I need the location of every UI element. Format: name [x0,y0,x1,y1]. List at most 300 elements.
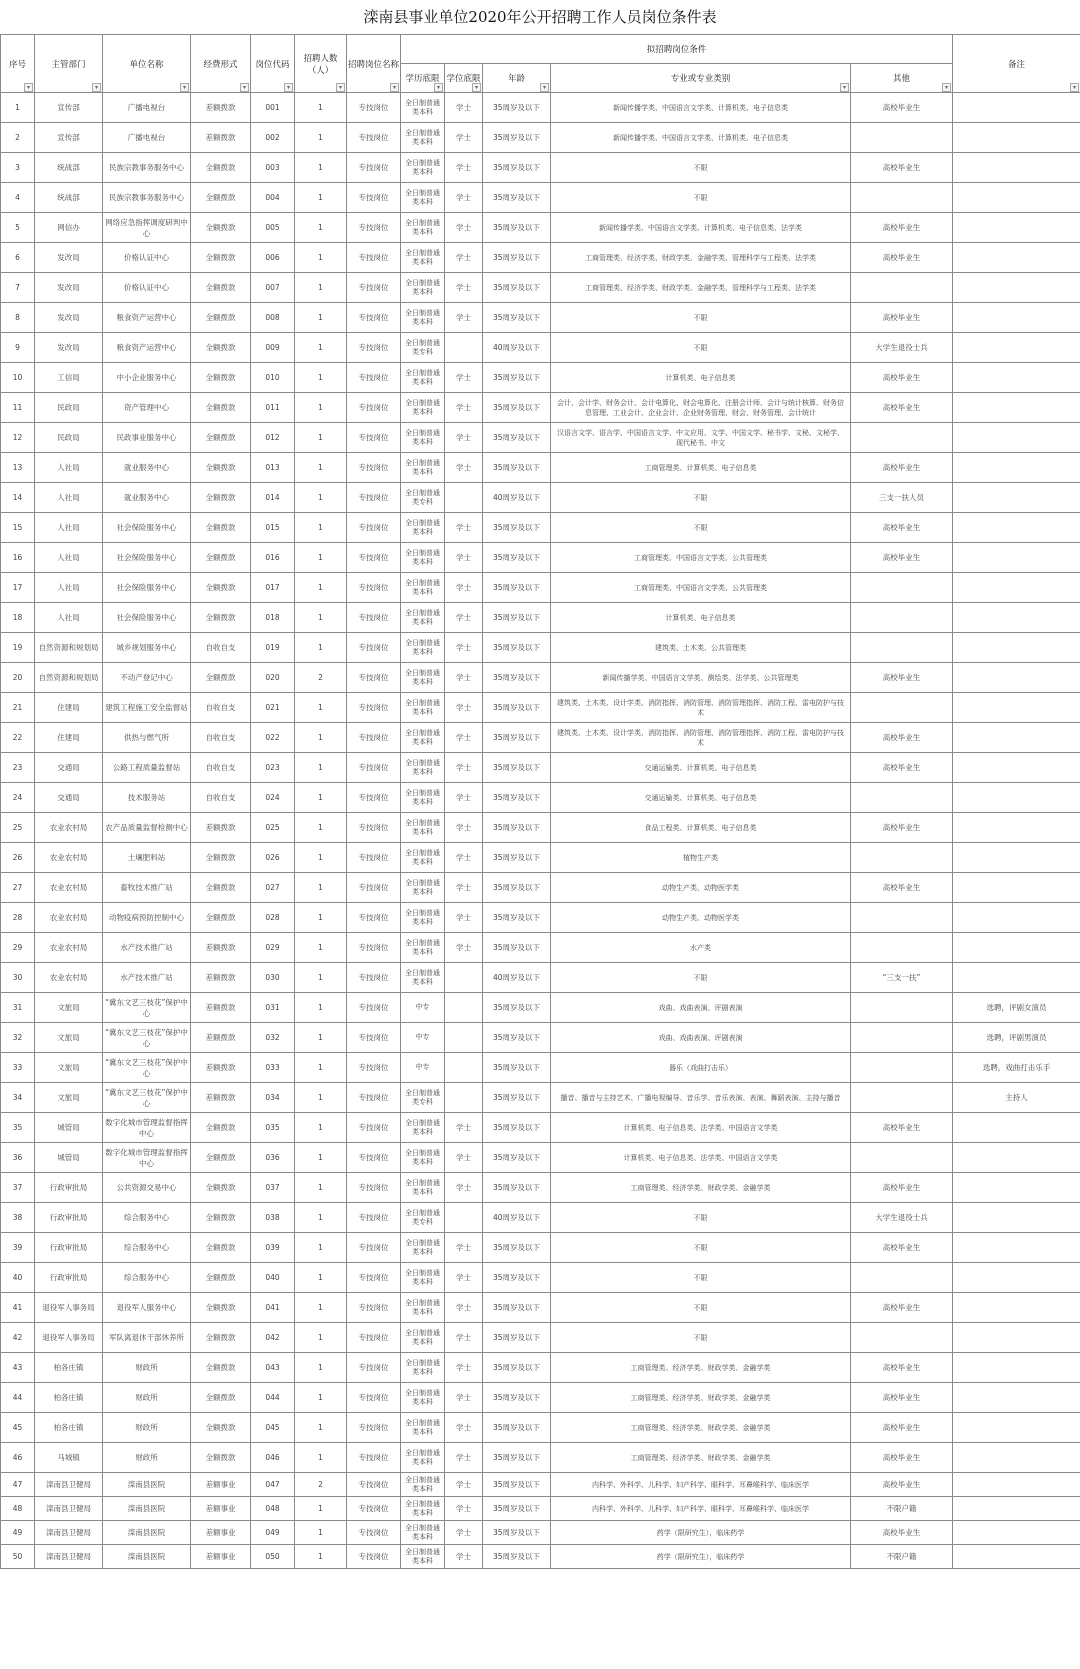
major-cell: 不限 [551,1323,851,1353]
table-row [1,723,1080,753]
major-cell: 不限 [551,1203,851,1233]
edu-cell: 全日制普通类本科 [401,1545,445,1569]
major-cell: 不限 [551,153,851,183]
post-cell: 专技岗位 [347,1263,401,1293]
remark-cell [953,1323,1080,1353]
age-cell: 35周岁及以下 [483,423,551,453]
table-row [1,1293,1080,1323]
post-cell: 专技岗位 [347,1473,401,1497]
other-cell: 高校毕业生 [851,1353,953,1383]
unit-cell: 社会保险服务中心 [103,543,191,573]
code-cell: 004 [251,183,295,213]
edu-cell: 全日制普通类本科 [401,1497,445,1521]
table-row [1,1545,1080,1569]
dept-cell: 网信办 [35,213,103,243]
major-cell: 器乐（戏曲打击乐） [551,1053,851,1083]
edu-cell: 全日制普通类专科 [401,483,445,513]
other-cell [851,783,953,813]
age-cell: 40周岁及以下 [483,333,551,363]
count-cell: 1 [295,633,347,663]
post-cell: 专技岗位 [347,243,401,273]
degree-cell: 学士 [445,873,483,903]
unit-cell: 民族宗教事务服务中心 [103,153,191,183]
other-cell [851,993,953,1023]
table-row [1,1173,1080,1203]
unit-cell: 公共资源交易中心 [103,1173,191,1203]
seq-cell: 34 [1,1083,35,1113]
dept-cell: 统战部 [35,183,103,213]
unit-cell: 土壤肥料站 [103,843,191,873]
code-cell: 037 [251,1173,295,1203]
fund-cell: 全额拨款 [191,903,251,933]
table-body [1,93,1080,1569]
edu-cell: 全日制普通类本科 [401,363,445,393]
other-cell: 高校毕业生 [851,813,953,843]
other-cell: “三支一扶” [851,963,953,993]
seq-cell: 9 [1,333,35,363]
dept-cell: 民政局 [35,423,103,453]
header-degree[interactable]: 学位底限 ▾ [445,64,483,93]
degree-cell: 学士 [445,603,483,633]
age-cell: 35周岁及以下 [483,1113,551,1143]
other-cell: 高校毕业生 [851,1113,953,1143]
dept-cell: 文旅局 [35,993,103,1023]
degree-cell [445,1023,483,1053]
seq-cell: 41 [1,1293,35,1323]
seq-cell: 12 [1,423,35,453]
header-seq[interactable]: 序号 ▾ [1,35,35,93]
remark-cell [953,1383,1080,1413]
other-cell [851,573,953,603]
major-cell: 动物生产类、动物医学类 [551,873,851,903]
dept-cell: 农业农村局 [35,813,103,843]
degree-cell: 学士 [445,723,483,753]
other-cell [851,633,953,663]
post-cell: 专技岗位 [347,753,401,783]
age-cell: 35周岁及以下 [483,1053,551,1083]
remark-cell [953,753,1080,783]
code-cell: 022 [251,723,295,753]
fund-cell: 差额拨款 [191,1023,251,1053]
age-cell: 35周岁及以下 [483,1083,551,1113]
degree-cell: 学士 [445,693,483,723]
age-cell: 35周岁及以下 [483,663,551,693]
degree-cell: 学士 [445,243,483,273]
table-row [1,513,1080,543]
degree-cell: 学士 [445,183,483,213]
fund-cell: 差额拨款 [191,933,251,963]
dept-cell: 发改局 [35,273,103,303]
age-cell: 35周岁及以下 [483,1545,551,1569]
post-cell: 专技岗位 [347,1413,401,1443]
age-cell: 35周岁及以下 [483,153,551,183]
code-cell: 046 [251,1443,295,1473]
code-cell: 042 [251,1323,295,1353]
dept-cell: 农业农村局 [35,903,103,933]
edu-cell: 全日制普通类本科 [401,663,445,693]
age-cell: 35周岁及以下 [483,1497,551,1521]
major-cell: 新闻传播学类、中国语言文学类、计算机类、电子信息类、法学类 [551,213,851,243]
degree-cell: 学士 [445,753,483,783]
post-cell: 专技岗位 [347,843,401,873]
unit-cell: 滦南县医院 [103,1545,191,1569]
code-cell: 033 [251,1053,295,1083]
seq-cell: 1 [1,93,35,123]
table-row [1,903,1080,933]
table-row [1,1143,1080,1173]
age-cell: 35周岁及以下 [483,1233,551,1263]
count-cell: 1 [295,1113,347,1143]
table-row [1,123,1080,153]
fund-cell: 全额拨款 [191,663,251,693]
edu-cell: 全日制普通类本科 [401,963,445,993]
seq-cell: 19 [1,633,35,663]
major-cell: 建筑类、土木类、设计学类、消防指挥、消防管理、消防管理指挥、消防工程、雷电防护与技术 [551,723,851,753]
code-cell: 043 [251,1353,295,1383]
post-cell: 专技岗位 [347,1443,401,1473]
remark-cell [953,603,1080,633]
count-cell: 1 [295,1023,347,1053]
post-cell: 专技岗位 [347,513,401,543]
major-cell: 会计、会计学、财务会计、会计电算化、财会电算化、注册会计师、会计与统计核算、财务信息管理、工业会计、企业会计、企业财务管理、财会、财务管理、会计统计 [551,393,851,423]
degree-cell: 学士 [445,813,483,843]
table-row [1,933,1080,963]
other-cell: 高校毕业生 [851,213,953,243]
remark-cell [953,1545,1080,1569]
dept-cell: 文旅局 [35,1083,103,1113]
dept-cell: 人社局 [35,513,103,543]
code-cell: 028 [251,903,295,933]
dept-cell: 宣传部 [35,123,103,153]
code-cell: 049 [251,1521,295,1545]
count-cell: 1 [295,423,347,453]
unit-cell: 财政所 [103,1383,191,1413]
unit-cell: 水产技术推广站 [103,963,191,993]
major-cell: 工商管理类、经济学类、财政学类、金融学类 [551,1443,851,1473]
remark-cell [953,1233,1080,1263]
edu-cell: 全日制普通类本科 [401,123,445,153]
age-cell: 35周岁及以下 [483,603,551,633]
count-cell: 1 [295,1173,347,1203]
seq-cell: 2 [1,123,35,153]
table-row [1,1353,1080,1383]
fund-cell: 全额拨款 [191,1263,251,1293]
major-cell: 工商管理类、经济学类、财政学类、金融学类 [551,1353,851,1383]
code-cell: 039 [251,1233,295,1263]
remark-cell [953,453,1080,483]
major-cell: 工商管理类、中国语言文学类、公共管理类 [551,543,851,573]
header-fund[interactable]: 经费形式 ▾ [191,35,251,93]
seq-cell: 22 [1,723,35,753]
seq-cell: 7 [1,273,35,303]
table-row [1,1323,1080,1353]
age-cell: 35周岁及以下 [483,933,551,963]
seq-cell: 43 [1,1353,35,1383]
table-row [1,843,1080,873]
age-cell: 35周岁及以下 [483,393,551,423]
header-code[interactable]: 岗位代码 ▾ [251,35,295,93]
remark-cell [953,1113,1080,1143]
fund-cell: 全额拨款 [191,183,251,213]
remark-cell [953,393,1080,423]
edu-cell: 全日制普通类专科 [401,333,445,363]
remark-cell [953,1293,1080,1323]
major-cell: 不限 [551,483,851,513]
fund-cell: 全额拨款 [191,1323,251,1353]
seq-cell: 33 [1,1053,35,1083]
edu-cell: 全日制普通类本科 [401,1323,445,1353]
fund-cell: 全额拨款 [191,333,251,363]
post-cell: 专技岗位 [347,363,401,393]
header-dept[interactable]: 主管部门 ▾ [35,35,103,93]
unit-cell: 财政所 [103,1413,191,1443]
post-cell: 专技岗位 [347,993,401,1023]
unit-cell: 粮食资产运营中心 [103,303,191,333]
age-cell: 35周岁及以下 [483,753,551,783]
fund-cell: 全额拨款 [191,1443,251,1473]
major-cell: 不限 [551,303,851,333]
dept-cell: 柏各庄镇 [35,1383,103,1413]
edu-cell: 全日制普通类本科 [401,1263,445,1293]
age-cell: 35周岁及以下 [483,813,551,843]
age-cell: 35周岁及以下 [483,513,551,543]
seq-cell: 17 [1,573,35,603]
unit-cell: 财政所 [103,1353,191,1383]
dept-cell: 宣传部 [35,93,103,123]
major-cell: 新闻传播学类、中国语言文学类、计算机类、电子信息类 [551,123,851,153]
edu-cell: 全日制普通类本科 [401,1233,445,1263]
unit-cell: 资产管理中心 [103,393,191,423]
major-cell: 建筑类、土木类、公共管理类 [551,633,851,663]
post-cell: 专技岗位 [347,93,401,123]
post-cell: 专技岗位 [347,1083,401,1113]
post-cell: 专技岗位 [347,723,401,753]
code-cell: 014 [251,483,295,513]
count-cell: 1 [295,1083,347,1113]
seq-cell: 15 [1,513,35,543]
count-cell: 1 [295,813,347,843]
remark-cell [953,513,1080,543]
seq-cell: 50 [1,1545,35,1569]
other-cell: 高校毕业生 [851,513,953,543]
count-cell: 1 [295,903,347,933]
header-post[interactable]: 招聘岗位名称 ▾ [347,35,401,93]
major-cell: 不限 [551,1233,851,1263]
major-cell: 交通运输类、计算机类、电子信息类 [551,753,851,783]
header-remark[interactable]: 备注 ▾ [953,35,1080,93]
seq-cell: 32 [1,1023,35,1053]
seq-cell: 46 [1,1443,35,1473]
remark-cell [953,273,1080,303]
other-cell: 高校毕业生 [851,303,953,333]
unit-cell: 社会保险服务中心 [103,603,191,633]
major-cell: 建筑类、土木类、设计学类、消防指挥、消防管理、消防管理指挥、消防工程、雷电防护与技术 [551,693,851,723]
other-cell [851,1323,953,1353]
other-cell: 高校毕业生 [851,1443,953,1473]
code-cell: 023 [251,753,295,783]
code-cell: 016 [251,543,295,573]
age-cell: 35周岁及以下 [483,1443,551,1473]
major-cell: 计算机类、电子信息类 [551,363,851,393]
age-cell: 35周岁及以下 [483,1173,551,1203]
fund-cell: 全额拨款 [191,1173,251,1203]
major-cell: 计算机类、电子信息类、法学类、中国语言文学类 [551,1143,851,1173]
table-row [1,543,1080,573]
major-cell: 不限 [551,183,851,213]
unit-cell: 农产品质量监督检测中心 [103,813,191,843]
other-cell [851,1053,953,1083]
count-cell: 1 [295,243,347,273]
age-cell: 35周岁及以下 [483,543,551,573]
unit-cell: 广播电视台 [103,93,191,123]
table-row [1,783,1080,813]
edu-cell: 中专 [401,1023,445,1053]
unit-cell: 滦南县医院 [103,1497,191,1521]
edu-cell: 中专 [401,1053,445,1083]
age-cell: 35周岁及以下 [483,1293,551,1323]
remark-cell [953,1497,1080,1521]
remark-cell: 选聘，评剧女演员 [953,993,1080,1023]
dept-cell: 文旅局 [35,1023,103,1053]
header-age[interactable]: 年龄 ▾ [483,64,551,93]
unit-cell: “冀东文艺三枝花”保护中心 [103,1083,191,1113]
post-cell: 专技岗位 [347,1497,401,1521]
code-cell: 003 [251,153,295,183]
degree-cell: 学士 [445,423,483,453]
other-cell: 三支一扶人员 [851,483,953,513]
header-count[interactable]: 招聘人数（人） ▾ [295,35,347,93]
remark-cell [953,1203,1080,1233]
dept-cell: 滦南县卫健局 [35,1497,103,1521]
post-cell: 专技岗位 [347,273,401,303]
count-cell: 1 [295,483,347,513]
header-edu[interactable]: 学历底限 ▾ [401,64,445,93]
code-cell: 041 [251,1293,295,1323]
dept-cell: 人社局 [35,603,103,633]
post-cell: 专技岗位 [347,303,401,333]
post-cell: 专技岗位 [347,1053,401,1083]
table-row [1,633,1080,663]
other-cell [851,843,953,873]
fund-cell: 差额事业 [191,1545,251,1569]
edu-cell: 全日制普通类本科 [401,183,445,213]
seq-cell: 39 [1,1233,35,1263]
dept-cell: 发改局 [35,243,103,273]
post-cell: 专技岗位 [347,423,401,453]
post-cell: 专技岗位 [347,453,401,483]
major-cell: 不限 [551,333,851,363]
remark-cell [953,873,1080,903]
unit-cell: 就业服务中心 [103,483,191,513]
dept-cell: 柏各庄镇 [35,1413,103,1443]
age-cell: 35周岁及以下 [483,1473,551,1497]
post-cell: 专技岗位 [347,543,401,573]
fund-cell: 全额拨款 [191,543,251,573]
post-cell: 专技岗位 [347,933,401,963]
dept-cell: 农业农村局 [35,933,103,963]
other-cell [851,903,953,933]
seq-cell: 37 [1,1173,35,1203]
degree-cell: 学士 [445,1443,483,1473]
dept-cell: 农业农村局 [35,843,103,873]
major-cell: 戏曲、戏曲表演、评剧表演 [551,993,851,1023]
major-cell: 不限 [551,513,851,543]
remark-cell [953,1353,1080,1383]
seq-cell: 20 [1,663,35,693]
dept-cell: 柏各庄镇 [35,1353,103,1383]
other-cell [851,1263,953,1293]
unit-cell: 社会保险服务中心 [103,573,191,603]
table-row [1,243,1080,273]
code-cell: 030 [251,963,295,993]
age-cell: 35周岁及以下 [483,843,551,873]
unit-cell: 粮食资产运营中心 [103,333,191,363]
code-cell: 019 [251,633,295,663]
unit-cell: 中小企业服务中心 [103,363,191,393]
code-cell: 050 [251,1545,295,1569]
unit-cell: 畜牧技术推广站 [103,873,191,903]
table-row [1,333,1080,363]
header-other[interactable]: 其他 ▾ [851,64,953,93]
fund-cell: 全额拨款 [191,1143,251,1173]
other-cell: 高校毕业生 [851,453,953,483]
post-cell: 专技岗位 [347,663,401,693]
edu-cell: 全日制普通类本科 [401,1443,445,1473]
seq-cell: 16 [1,543,35,573]
degree-cell: 学士 [445,303,483,333]
remark-cell [953,243,1080,273]
code-cell: 024 [251,783,295,813]
degree-cell: 学士 [445,633,483,663]
remark-cell [953,1521,1080,1545]
degree-cell: 学士 [445,153,483,183]
edu-cell: 全日制普通类本科 [401,423,445,453]
fund-cell: 全额拨款 [191,213,251,243]
table-row [1,813,1080,843]
post-cell: 专技岗位 [347,1545,401,1569]
remark-cell [953,1263,1080,1293]
code-cell: 007 [251,273,295,303]
age-cell: 35周岁及以下 [483,123,551,153]
post-cell: 专技岗位 [347,1203,401,1233]
unit-cell: 水产技术推广站 [103,933,191,963]
code-cell: 035 [251,1113,295,1143]
table-row [1,1023,1080,1053]
table-row [1,573,1080,603]
degree-cell: 学士 [445,393,483,423]
code-cell: 034 [251,1083,295,1113]
header-major[interactable]: 专业或专业类别 ▾ [551,64,851,93]
code-cell: 001 [251,93,295,123]
count-cell: 1 [295,873,347,903]
remark-cell [953,663,1080,693]
other-cell: 高校毕业生 [851,1413,953,1443]
unit-cell: 就业服务中心 [103,453,191,483]
seq-cell: 27 [1,873,35,903]
dept-cell: 城管局 [35,1143,103,1173]
age-cell: 35周岁及以下 [483,273,551,303]
fund-cell: 全额拨款 [191,273,251,303]
unit-cell: 城乡规划服务中心 [103,633,191,663]
dept-cell: 发改局 [35,303,103,333]
remark-cell [953,723,1080,753]
fund-cell: 全额拨款 [191,573,251,603]
dept-cell: 马城镇 [35,1443,103,1473]
count-cell: 1 [295,363,347,393]
degree-cell: 学士 [445,1383,483,1413]
header-unit[interactable]: 单位名称 ▾ [103,35,191,93]
seq-cell: 24 [1,783,35,813]
